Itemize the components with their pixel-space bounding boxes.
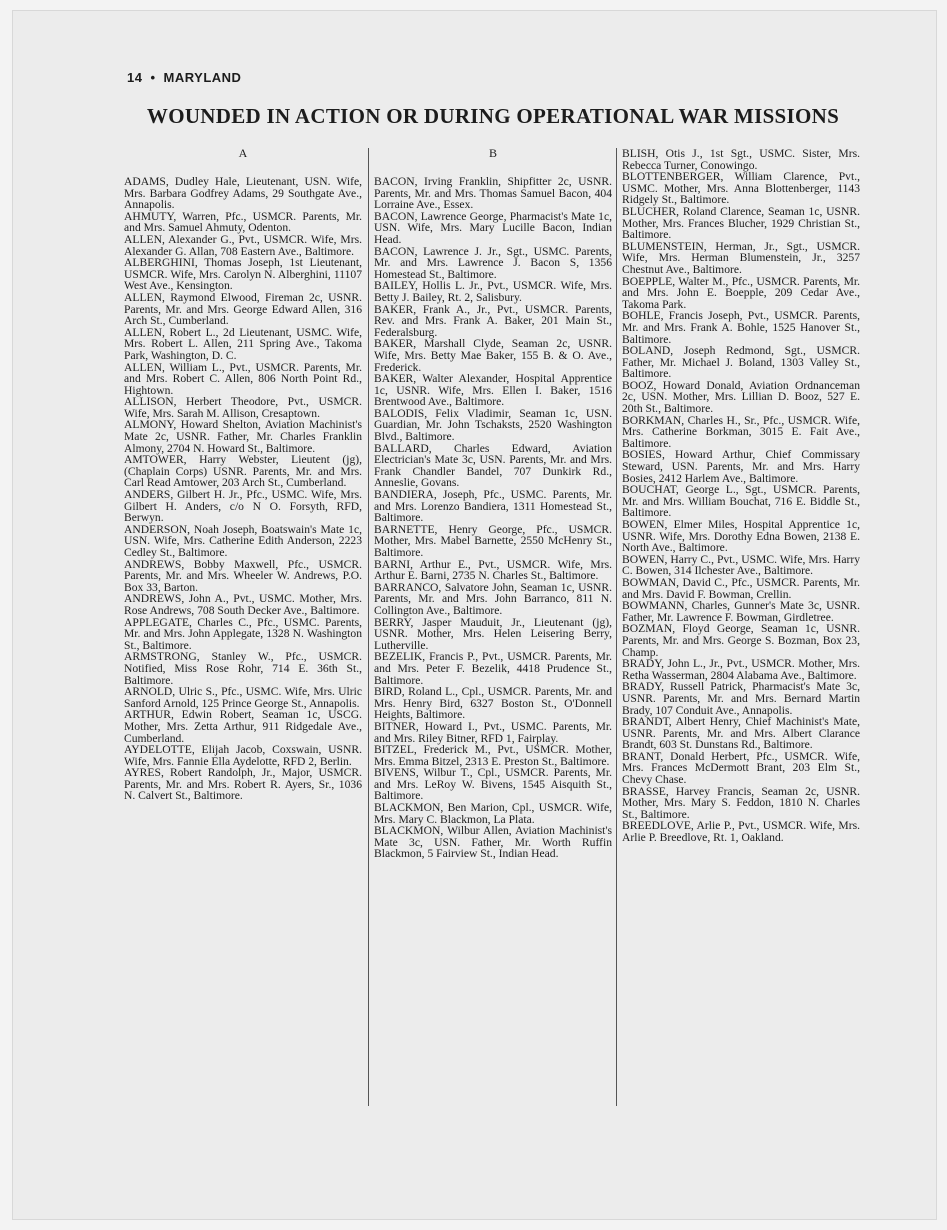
casualty-entry: BOHLE, Francis Joseph, Pvt., USMCR. Parents, Mr. and Mrs. Frank A. Bohle, 1525 Hanover St., Baltimore. bbox=[622, 309, 860, 346]
casualty-entry: BACON, Lawrence J. Jr., Sgt., USMC. Parents, Mr. and Mrs. Lawrence J. Bacon S, 1356 Homestead St., Baltimore. bbox=[374, 244, 612, 281]
column-divider bbox=[368, 148, 369, 1106]
entry-list bbox=[124, 176, 362, 802]
casualty-entry: BORKMAN, Charles H., Sr., Pfc., USMCR. Wife, Mrs. Catherine Borkman, 3015 E. Fait Ave., Baltimore. bbox=[622, 413, 860, 450]
casualty-entry: BACON, Lawrence George, Pharmacist's Mate 1c, USN. Wife, Mrs. Mary Lucille Bacon, Indian Head. bbox=[374, 209, 612, 246]
casualty-entry: AMTOWER, Harry Webster, Lieutent (jg), (Chaplain Corps) USNR. Parents, Mr. and Mrs. Carl Read Amtower, 203 Arch St., Cumberland. bbox=[124, 453, 362, 490]
casualty-entry: BITZEL, Frederick M., Pvt., USMCR. Mother, Mrs. Emma Bitzel, 2313 E. Preston St., Baltimore. bbox=[374, 743, 612, 768]
casualty-entry: BOWMAN, David C., Pfc., USMCR. Parents, Mr. and Mrs. David F. Bowman, Crellin. bbox=[622, 575, 860, 601]
casualty-entry: ALLEN, Alexander G., Pvt., USMCR. Wife, Mrs. Alexander G. Allan, 708 Eastern Ave., Baltimore. bbox=[124, 232, 362, 258]
casualty-entry: AYRES, Robert Randolph, Jr., Major, USMCR. Parents, Mr. and Mrs. Robert R. Ayers, Sr., 1036 N. Calvert St., Baltimore. bbox=[124, 766, 362, 803]
column-b bbox=[374, 148, 612, 860]
casualty-entry: BANDIERA, Joseph, Pfc., USMC. Parents, Mr. and Mrs. Lorenzo Bandiera, 1311 Homestead St., Baltimore. bbox=[374, 488, 612, 525]
casualty-entry: BAKER, Walter Alexander, Hospital Apprentice 1c, USNR. Wife, Mrs. Ellen I. Baker, 1516 Brentwood Ave., Baltimore. bbox=[374, 372, 612, 409]
casualty-entry: ARMSTRONG, Stanley W., Pfc., USMCR. Notified, Miss Rose Rohr, 714 E. 36th St., Baltimore. bbox=[124, 650, 362, 687]
bullet-separator: • bbox=[150, 70, 156, 85]
casualty-entry: ARNOLD, Ulric S., Pfc., USMC. Wife, Mrs. Ulric Sanford Arnold, 125 Prince George St., Annapolis. bbox=[124, 685, 362, 710]
casualty-entry: BOWEN, Elmer Miles, Hospital Apprentice 1c, USNR. Wife, Mrs. Dorothy Edna Bowen, 2138 E. North Ave., Baltimore. bbox=[622, 518, 860, 555]
casualty-entry: BOEPPLE, Walter M., Pfc., USMCR. Parents, Mr. and Mrs. John E. Boepple, 209 Cedar Ave., Takoma Park. bbox=[622, 274, 860, 311]
column-heading: B bbox=[488, 146, 497, 160]
entry-list bbox=[374, 176, 612, 860]
casualty-entry: ALLEN, Raymond Elwood, Fireman 2c, USNR. Parents, Mr. and Mrs. George Edward Allen, 316 Arch St., Cumberland. bbox=[124, 290, 362, 328]
casualty-entry: BOUCHAT, George L., Sgt., USMCR. Parents, Mr. and Mrs. William Bouchat, 716 E. Biddle St., Baltimore. bbox=[622, 483, 860, 520]
casualty-entry: BITNER, Howard I., Pvt., USMC. Parents, Mr. and Mrs. Riley Bitner, RFD 1, Fairplay. bbox=[374, 719, 612, 745]
column-heading: A bbox=[238, 146, 248, 160]
casualty-entry: ADAMS, Dudley Hale, Lieutenant, USN. Wife, Mrs. Barbara Godfrey Adams, 29 Southgate Ave., Annapolis. bbox=[124, 175, 362, 212]
casualty-entry: ANDREWS, Bobby Maxwell, Pfc., USMCR. Parents, Mr. and Mrs. Wheeler W. Andrews, P.O. Box 33, Barton. bbox=[124, 557, 362, 594]
casualty-entry: AYDELOTTE, Elijah Jacob, Coxswain, USNR. Wife, Mrs. Fannie Ella Aydelotte, RFD 2, Berlin. bbox=[124, 743, 362, 768]
casualty-entry: BERRY, Jasper Mauduit, Jr., Lieutenant (jg), USNR. Mother, Mrs. Helen Leisering Berry, Lutherville. bbox=[374, 615, 612, 652]
casualty-entry: BRANT, Donald Herbert, Pfc., USMCR. Wife, Mrs. Frances McDermott Brant, 203 Elm St., Chevy Chase. bbox=[622, 749, 860, 787]
casualty-entry: ALBERGHINI, Thomas Joseph, 1st Lieutenant, USMCR. Wife, Mrs. Carolyn N. Alberghini, 11107 West Ave., Kensington. bbox=[124, 256, 362, 293]
casualty-entry: BLUCHER, Roland Clarence, Seaman 1c, USNR. Mother, Mrs. Frances Blucher, 1929 Christian St., Baltimore. bbox=[622, 204, 860, 242]
casualty-entry: ANDERS, Gilbert H. Jr., Pfc., USMC. Wife, Mrs. Gilbert H. Anders, c/o N O. Forsyth, RFD, Berwyn. bbox=[124, 488, 362, 525]
column-c bbox=[622, 148, 860, 844]
casualty-entry: BRANDT, Albert Henry, Chief Machinist's Mate, USNR. Parents, Mr. and Mrs. Albert Clarance Brandt, 603 St. Dunstans Rd., Baltimore. bbox=[622, 715, 860, 752]
casualty-entry: BIRD, Roland L., Cpl., USMCR. Parents, Mr. and Mrs. Henry Bird, 6327 Boston St., O'Donnell Heights, Baltimore. bbox=[374, 685, 612, 722]
casualty-entry: BRASSE, Harvey Francis, Seaman 2c, USNR. Mother, Mrs. Mary S. Feddon, 1810 N. Charles St., Baltimore. bbox=[622, 784, 860, 821]
casualty-entry: ANDERSON, Noah Joseph, Boatswain's Mate 1c, USN. Wife, Mrs. Catherine Edith Anderson, 2223 Cedley St., Baltimore. bbox=[124, 522, 362, 559]
casualty-entry: BOZMAN, Floyd George, Seaman 1c, USNR. Parents, Mr. and Mrs. George S. Bozman, Box 23, Champ. bbox=[622, 622, 860, 659]
casualty-entry: AHMUTY, Warren, Pfc., USMCR. Parents, Mr. and Mrs. Samuel Ahmuty, Odenton. bbox=[124, 209, 362, 235]
casualty-entry: BALODIS, Felix Vladimir, Seaman 1c, USN. Guardian, Mr. John Tschaksts, 2520 Washington Blvd., Baltimore. bbox=[374, 406, 612, 444]
casualty-entry: APPLEGATE, Charles C., Pfc., USMC. Parents, Mr. and Mrs. John Applegate, 1328 N. Washington St., Baltimore. bbox=[124, 615, 362, 652]
casualty-entry: BACON, Irving Franklin, Shipfitter 2c, USNR. Parents, Mr. and Mrs. Thomas Samuel Bacon, 404 Lorraine Ave., Essex. bbox=[374, 175, 612, 212]
casualty-entry: BOWMANN, Charles, Gunner's Mate 3c, USNR. Father, Mr. Lawrence F. Bowman, Girdletree. bbox=[622, 599, 860, 624]
casualty-entry: BOOZ, Howard Donald, Aviation Ordnanceman 2c, USN. Mother, Mrs. Lillian D. Booz, 527 E. 20th St., Baltimore. bbox=[622, 378, 860, 416]
casualty-entry: BOSIES, Howard Arthur, Chief Commissary Steward, USN. Parents, Mr. and Mrs. Harry Bosies, 2412 Harlem Ave., Baltimore. bbox=[622, 448, 860, 485]
casualty-entry: BLOTTENBERGER, William Clarence, Pvt., USMC. Mother, Mrs. Anna Blottenberger, 1143 Ridgely St., Baltimore. bbox=[622, 170, 860, 207]
page-title: WOUNDED IN ACTION OR DURING OPERATIONAL WAR MISSIONS bbox=[146, 104, 840, 128]
casualty-entry: BAKER, Frank A., Jr., Pvt., USMCR. Parents, Rev. and Mrs. Frank A. Baker, 201 Main St., Federalsburg. bbox=[374, 302, 612, 339]
casualty-entry: BLACKMON, Wilbur Allen, Aviation Machinist's Mate 3c, USN. Father, Mr. Worth Ruffin Blackmon, 5 Fairview St., Indian Head. bbox=[374, 824, 612, 861]
casualty-entry: ARTHUR, Edwin Robert, Seaman 1c, USCG. Mother, Mrs. Zetta Arthur, 911 Ridgedale Ave., Cumberland. bbox=[124, 708, 362, 745]
column-divider bbox=[616, 148, 617, 1106]
casualty-entry: BLUMENSTEIN, Herman, Jr., Sgt., USMCR. Wife, Mrs. Herman Blumenstein, Jr., 3257 Chestnut Ave., Baltimore. bbox=[622, 239, 860, 276]
casualty-entry: BRADY, John L., Jr., Pvt., USMCR. Mother, Mrs. Retha Wasserman, 2804 Alabama Ave., Baltimore. bbox=[622, 657, 860, 682]
state-name: MARYLAND bbox=[163, 70, 242, 85]
casualty-entry: BRADY, Russell Patrick, Pharmacist's Mate 3c, USNR. Parents, Mr. and Mrs. Bernard Martin Brady, 107 Conduit Ave., Annapolis. bbox=[622, 680, 860, 717]
casualty-entry: ALMONY, Howard Shelton, Aviation Machinist's Mate 2c, USNR. Father, Mr. Charles Franklin Almony, 2704 N. Howard St., Baltimore. bbox=[124, 418, 362, 455]
casualty-entry: BARNI, Arthur E., Pvt., USMCR. Wife, Mrs. Arthur E. Barni, 2735 N. Charles St., Baltimore. bbox=[374, 557, 612, 583]
casualty-entry: BAKER, Marshall Clyde, Seaman 2c, USNR. Wife, Mrs. Betty Mae Baker, 155 B. & O. Ave., Frederick. bbox=[374, 337, 612, 374]
casualty-entry: ANDREWS, John A., Pvt., USMC. Mother, Mrs. Rose Andrews, 708 South Decker Ave., Baltimore. bbox=[124, 592, 362, 617]
casualty-entry: BARRANCO, Salvatore John, Seaman 1c, USNR. Parents, Mr. and Mrs. John Barranco, 811 N. Collington Ave., Baltimore. bbox=[374, 580, 612, 617]
casualty-entry: BREEDLOVE, Arlie P., Pvt., USMCR. Wife, Mrs. Arlie P. Breedlove, Rt. 1, Oakland. bbox=[622, 819, 860, 845]
casualty-entry: BARNETTE, Henry George, Pfc., USMCR. Mother, Mrs. Mabel Barnette, 2550 McHenry St., Baltimore. bbox=[374, 522, 612, 559]
casualty-entry: ALLEN, Robert L., 2d Lieutenant, USMC. Wife, Mrs. Robert L. Allen, 211 Spring Ave., Takoma Park, Washington, D. C. bbox=[124, 325, 362, 362]
page-number: 14 bbox=[127, 70, 143, 85]
casualty-entry: BOLAND, Joseph Redmond, Sgt., USMCR. Father, Mr. Michael J. Boland, 1303 Valley St., Baltimore. bbox=[622, 344, 860, 381]
casualty-entry: BALLARD, Charles Edward, Aviation Electrician's Mate 3c, USN. Parents, Mr. and Mrs. Frank Chandler Bandel, 707 Dunkirk Rd., Anneslie, Govans. bbox=[374, 441, 612, 490]
casualty-entry: BIVENS, Wilbur T., Cpl., USMCR. Parents, Mr. and Mrs. LeRoy W. Bivens, 1545 Aisquith St., Baltimore. bbox=[374, 766, 612, 803]
casualty-entry: BOWEN, Harry C., Pvt., USMC. Wife, Mrs. Harry C. Bowen, 314 Ilchester Ave., Baltimore. bbox=[622, 552, 860, 578]
casualty-entry: ALLISON, Herbert Theodore, Pvt., USMCR. Wife, Mrs. Sarah M. Allison, Cresaptown. bbox=[124, 395, 362, 420]
entry-list bbox=[622, 148, 860, 844]
running-head bbox=[127, 70, 241, 85]
casualty-entry: ALLEN, William L., Pvt., USMCR. Parents, Mr. and Mrs. Robert C. Allen, 806 North Point Rd., Hightown. bbox=[124, 360, 362, 397]
casualty-entry: BLACKMON, Ben Marion, Cpl., USMCR. Wife, Mrs. Mary C. Blackmon, La Plata. bbox=[374, 801, 612, 826]
column-a bbox=[124, 148, 362, 802]
casualty-entry: BLISH, Otis J., 1st Sgt., USMC. Sister, Mrs. Rebecca Turner, Conowingo. bbox=[622, 147, 860, 172]
casualty-entry: BAILEY, Hollis L. Jr., Pvt., USMCR. Wife, Mrs. Betty J. Bailey, Rt. 2, Salisbury. bbox=[374, 279, 612, 304]
casualty-entry: BEZELIK, Francis P., Pvt., USMCR. Parents, Mr. and Mrs. Peter F. Bezelik, 4418 Prudence St., Baltimore. bbox=[374, 650, 612, 687]
